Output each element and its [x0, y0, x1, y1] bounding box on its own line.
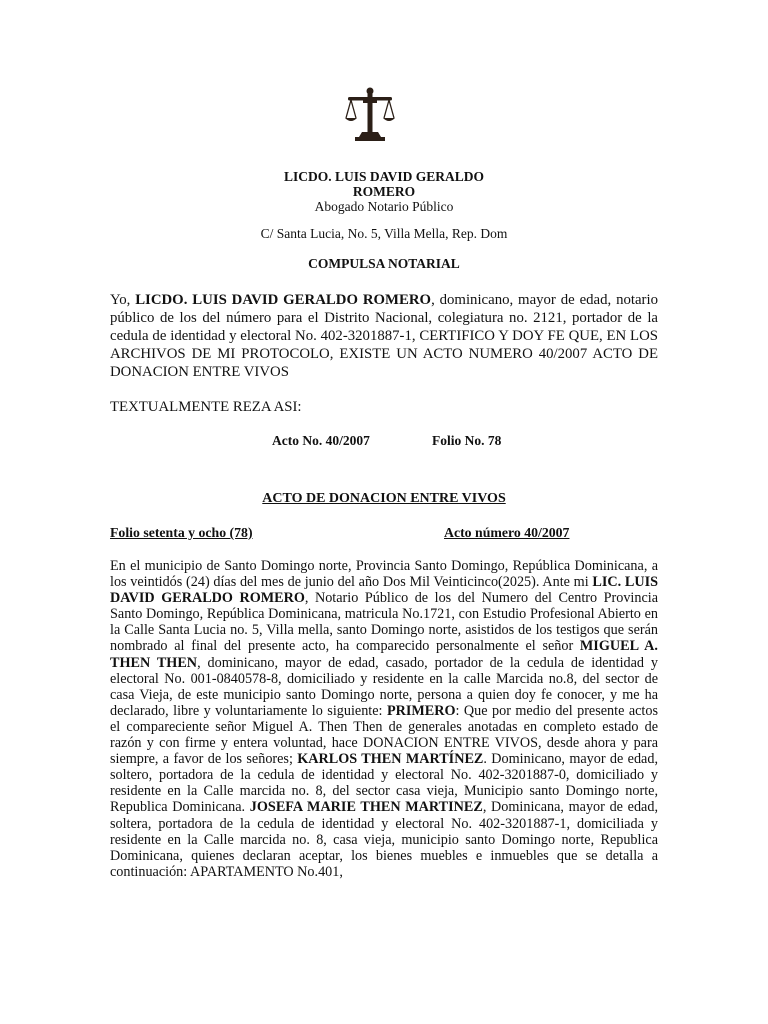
donor-name: MIGUEL A. THEN THEN [110, 638, 658, 671]
body-text-2: , Notario Público de los del Numero del Centro Provincia Santo Domingo, República Dominicana, matricula No.1721, con Estudio Profesional Abierto en la Calle Santa Lucia no. 5, Villa mella, santo Domingo norte, asistidos de los testigos que serán nombrado al final del presente acto, ha comparecido personalmente el señor [110, 590, 658, 655]
document-title: COMPULSA NOTARIAL [308, 256, 460, 271]
act-number-text: Acto número 40/2007 [444, 525, 570, 540]
acto-reference: Acto No. 40/2007 [272, 433, 370, 448]
notary-role: Abogado Notario Público [314, 199, 454, 214]
body-text-4: : Que por medio del presente actos el compareciente señor Miguel A. Then Then de generales anotadas en completo estado de razón y con firme y entera voluntad, hace DONACION ENTRE VIVOS, desde ahora y para siempre, a favor de los señores; [110, 702, 658, 768]
intro-notary-name: LICDO. LUIS DAVID GERALDO ROMERO [135, 292, 432, 308]
textual-heading: TEXTUALMENTE REZA ASI: [110, 399, 302, 415]
body-text-5: . Dominicano, mayor de edad, soltero, portadora de la cedula de identidad y electoral No. 402-3201887-0, domiciliado y residente en la Calle marcida no. 8, del sector casa vieja, Municipio santo Domingo norte, Republica Dominicana. [110, 751, 658, 816]
act-title: ACTO DE DONACION ENTRE VIVOS [262, 491, 506, 506]
body-text-1: En el municipio de Santo Domingo norte, Provincia Santo Domingo, República Dominicana, a los veintidós (24) días del mes de junio del año Dos Mil Veinticinco(2025). Ante mi [110, 558, 658, 591]
notary-address: C/ Santa Lucia, No. 5, Villa Mella, Rep. Dom [260, 226, 508, 241]
intro-text-2: , dominicano, mayor de edad, notario público de los del número para el Distrito Nacional, colegiatura no. 2121, portador de la cedula de identidad y electoral No. 402-3201887-1, CERTIFICO Y DOY FE QUE, EN LOS ARCHIVOS DE MI PROTOCOLO, EXISTE UN ACTO NUMERO 40/2007 ACTO DE DONACION ENTRE VIVOS [110, 292, 658, 380]
notary-name-line2: ROMERO [352, 184, 416, 199]
notary-name-line1: LICDO. LUIS DAVID GERALDO [283, 169, 485, 184]
intro-paragraph [110, 291, 658, 381]
clause-primero: PRIMERO [386, 702, 456, 719]
body-text-3: , dominicano, mayor de edad, casado, portador de la cedula de identidad y electoral No. 001-0840578-8, domiciliado y residente en la calle Marcida no.8, del sector de casa Vieja, de este municipio santo Domingo norte, persona a quien doy fe conocer, y me ha declarado, libre y voluntariamente lo siguiente: [110, 654, 658, 719]
folio-text: Folio setenta y ocho (78) [110, 525, 253, 540]
body-notary-name: LIC. LUIS DAVID GERALDO ROMERO [110, 574, 658, 607]
folio-reference: Folio No. 78 [432, 433, 502, 448]
body-text-6: , Dominicana, mayor de edad, soltera, portadora de la cedula de identidad y electoral No. 402-3201887-1, domiciliada y residente en la Calle marcida no. 8, casa vieja, municipio santo Domingo norte, Republica Dominicana, quienes declaran aceptar, los bienes muebles e inmuebles que se detalla a continuación: APARTAMENTO No.401, [110, 799, 658, 880]
recipient-2-name: JOSEFA MARIE THEN MARTINEZ [249, 799, 483, 816]
scales-of-justice-icon [345, 86, 395, 142]
recipient-1-name: KARLOS THEN MARTÍNEZ [297, 751, 484, 768]
intro-text-1: Yo, [110, 292, 136, 308]
act-body-paragraph [110, 558, 658, 880]
